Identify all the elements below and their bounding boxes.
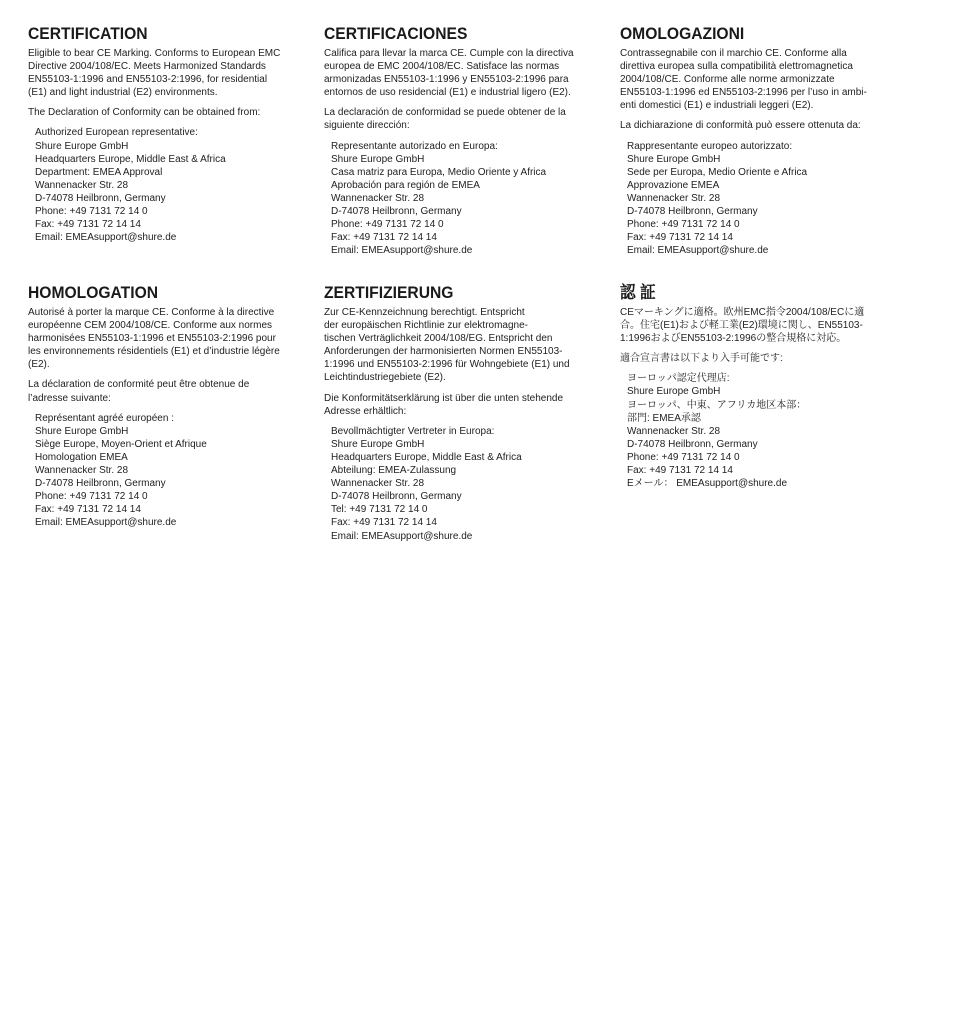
address-line: Wannenacker Str. 28	[35, 179, 129, 191]
conformity-paragraph: Califica para llevar la marca CE. Cumple con la directiva europea de EMC 2004/108/EC. Satisface las normas armonizadas EN55103-1:1996 y EN55103-2:1996 para entornos de uso residencial (E1) e industrial ligero (E2).	[324, 48, 574, 99]
address-line: D-74078 Heilbronn, Germany	[35, 478, 166, 490]
section-homologation-fr	[28, 283, 306, 543]
address-line: D-74078 Heilbronn, Germany	[35, 192, 166, 204]
address-line: Representante autorizado en Europa:	[331, 140, 498, 152]
contact-address	[627, 372, 898, 490]
address-line: Casa matriz para Europa, Medio Oriente y Africa	[331, 166, 547, 178]
address-line: Tel: +49 7131 72 14 0	[331, 504, 428, 516]
address-line: Phone: +49 7131 72 14 0	[627, 219, 740, 231]
address-line: Shure Europe GmbH	[35, 140, 129, 152]
declaration-paragraph: La declaración de conformidad se puede obtener de la siguiente dirección:	[324, 107, 566, 132]
address-line: Shure Europe GmbH	[331, 438, 425, 450]
address-line: Phone: +49 7131 72 14 0	[35, 491, 148, 503]
section-heading: CERTIFICATION	[28, 24, 148, 43]
address-line: Fax: +49 7131 72 14 14	[331, 517, 437, 529]
section-heading: 認 証	[620, 283, 656, 302]
address-line: Sede per Europa, Medio Oriente e Africa	[627, 166, 808, 178]
section-omologazioni-it	[620, 24, 898, 283]
address-line: Fax: +49 7131 72 14 14	[627, 465, 733, 477]
conformity-paragraph: Autorisé à porter la marque CE. Conforme à la directive européenne CEM 2004/108/CE. Conforme aux normes harmonisées EN55103-1:1996 et EN55103-2:1996 pour les environnements résidentiels (E1) et d’industrie légère (E2).	[28, 307, 280, 371]
declaration-paragraph: The Declaration of Conformity can be obtained from:	[28, 107, 261, 119]
section-zertifizierung-de	[324, 283, 602, 543]
address-line: Fax: +49 7131 72 14 14	[35, 504, 141, 516]
section-heading: HOMOLOGATION	[28, 283, 159, 302]
conformity-paragraph: Eligible to bear CE Marking. Conforms to European EMC Directive 2004/108/EC. Meets Harmonized Standards EN55103-1:1996 and EN55103-2:1996, for residential (E1) and light industrial (E2) environments.	[28, 48, 281, 99]
address-line: Email: EMEAsupport@shure.de	[35, 232, 177, 244]
address-line: Fax: +49 7131 72 14 14	[35, 219, 141, 231]
address-line: Phone: +49 7131 72 14 0	[35, 206, 148, 218]
contact-address	[627, 140, 898, 258]
address-line: Headquarters Europe, Middle East & Africa	[331, 451, 522, 463]
address-line: Department: EMEA Approval	[35, 166, 163, 178]
address-line: Email: EMEAsupport@shure.de	[331, 245, 473, 257]
address-line: D-74078 Heilbronn, Germany	[331, 206, 462, 218]
address-line: Email: EMEAsupport@shure.de	[331, 530, 473, 542]
address-line: Shure Europe GmbH	[331, 153, 425, 165]
address-line: Fax: +49 7131 72 14 14	[627, 232, 733, 244]
address-line: Wannenacker Str. 28	[331, 192, 425, 204]
declaration-paragraph: Die Konformitätserklärung ist über die unten stehende Adresse erhältlich:	[324, 392, 564, 417]
address-line: Bevollmächtigter Vertreter in Europa:	[331, 425, 495, 437]
address-line: Phone: +49 7131 72 14 0	[627, 451, 740, 463]
address-line: Siège Europe, Moyen-Orient et Afrique	[35, 438, 207, 450]
address-line: Approvazione EMEA	[627, 179, 720, 191]
address-line: Rappresentante europeo autorizzato:	[627, 140, 793, 152]
conformity-paragraph: Zur CE-Kennzeichnung berechtigt. Entspricht der europäischen Richtlinie zur elektromagne- tischen Verträglichkeit 2004/108/EG. Entspricht den Anforderungen der harmonisierten Normen EN55103- 1:1996 und EN55103-2:1996 für Wohngebiete (E1) und Leichtindustriegebiete (E2).	[324, 307, 570, 384]
address-line: Email: EMEAsupport@shure.de	[35, 517, 177, 529]
address-line: Eメール： EMEAsupport@shure.de	[627, 478, 788, 490]
address-line: Wannenacker Str. 28	[331, 478, 425, 490]
contact-address	[35, 412, 306, 530]
address-line: Wannenacker Str. 28	[35, 465, 129, 477]
address-line: Email: EMEAsupport@shure.de	[627, 245, 769, 257]
declaration-paragraph: La déclaration de conformité peut être obtenue de l’adresse suivante:	[28, 379, 250, 404]
certification-page	[28, 24, 908, 543]
address-line: D-74078 Heilbronn, Germany	[627, 206, 758, 218]
contact-address	[35, 126, 306, 244]
address-line: Fax: +49 7131 72 14 14	[331, 232, 437, 244]
section-heading: CERTIFICACIONES	[324, 24, 468, 43]
address-line: Abteilung: EMEA-Zulassung	[331, 465, 457, 477]
address-line: D-74078 Heilbronn, Germany	[627, 438, 758, 450]
contact-address	[331, 140, 602, 258]
section-certification-en	[28, 24, 306, 283]
address-line: Shure Europe GmbH	[35, 425, 129, 437]
section-heading: OMOLOGAZIONI	[620, 24, 745, 43]
address-line: Wannenacker Str. 28	[627, 192, 721, 204]
address-line: Représentant agréé européen :	[35, 412, 174, 424]
contact-address	[331, 425, 602, 543]
declaration-paragraph: La dichiarazione di conformità può essere ottenuta da:	[620, 120, 861, 132]
section-certificaciones-es	[324, 24, 602, 283]
address-line: Wannenacker Str. 28	[627, 425, 721, 437]
address-line: Authorized European representative:	[35, 127, 198, 139]
address-line: Phone: +49 7131 72 14 0	[331, 219, 444, 231]
address-line: Aprobación para región de EMEA	[331, 179, 480, 191]
address-line: ヨーロッパ、中東、アフリカ地区本部：	[627, 399, 807, 411]
address-line: D-74078 Heilbronn, Germany	[331, 491, 462, 503]
address-line: Homologation EMEA	[35, 451, 128, 463]
section-certification-ja	[620, 283, 898, 543]
address-line: ヨーロッパ認定代理店:	[627, 373, 730, 385]
declaration-paragraph: 適合宣言書は以下より入手可能です:	[620, 353, 783, 365]
conformity-paragraph: Contrassegnabile con il marchio CE. Conforme alla direttiva europea sulla compatibilità elettromagnetica 2004/108/CE. Conforme alle norme armonizzate EN55103-1:1996 ed EN55103-2:1996 per l’uso in ambi- enti domestici (E1) e industriali leggeri (E2).	[620, 48, 867, 112]
address-line: Shure Europe GmbH	[627, 153, 721, 165]
conformity-paragraph: CEマーキングに適格。欧州EMC指令2004/108/ECに適 合。住宅(E1)および軽工業(E2)環境に関し、EN55103- 1:1996およびEN55103-2:1996の整合規格に対応。	[620, 307, 865, 345]
address-line: Headquarters Europe, Middle East & Africa	[35, 153, 226, 165]
address-line: Shure Europe GmbH	[627, 386, 721, 398]
address-line: 部門: EMEA承認	[627, 412, 701, 424]
section-heading: ZERTIFIZIERUNG	[324, 283, 454, 302]
